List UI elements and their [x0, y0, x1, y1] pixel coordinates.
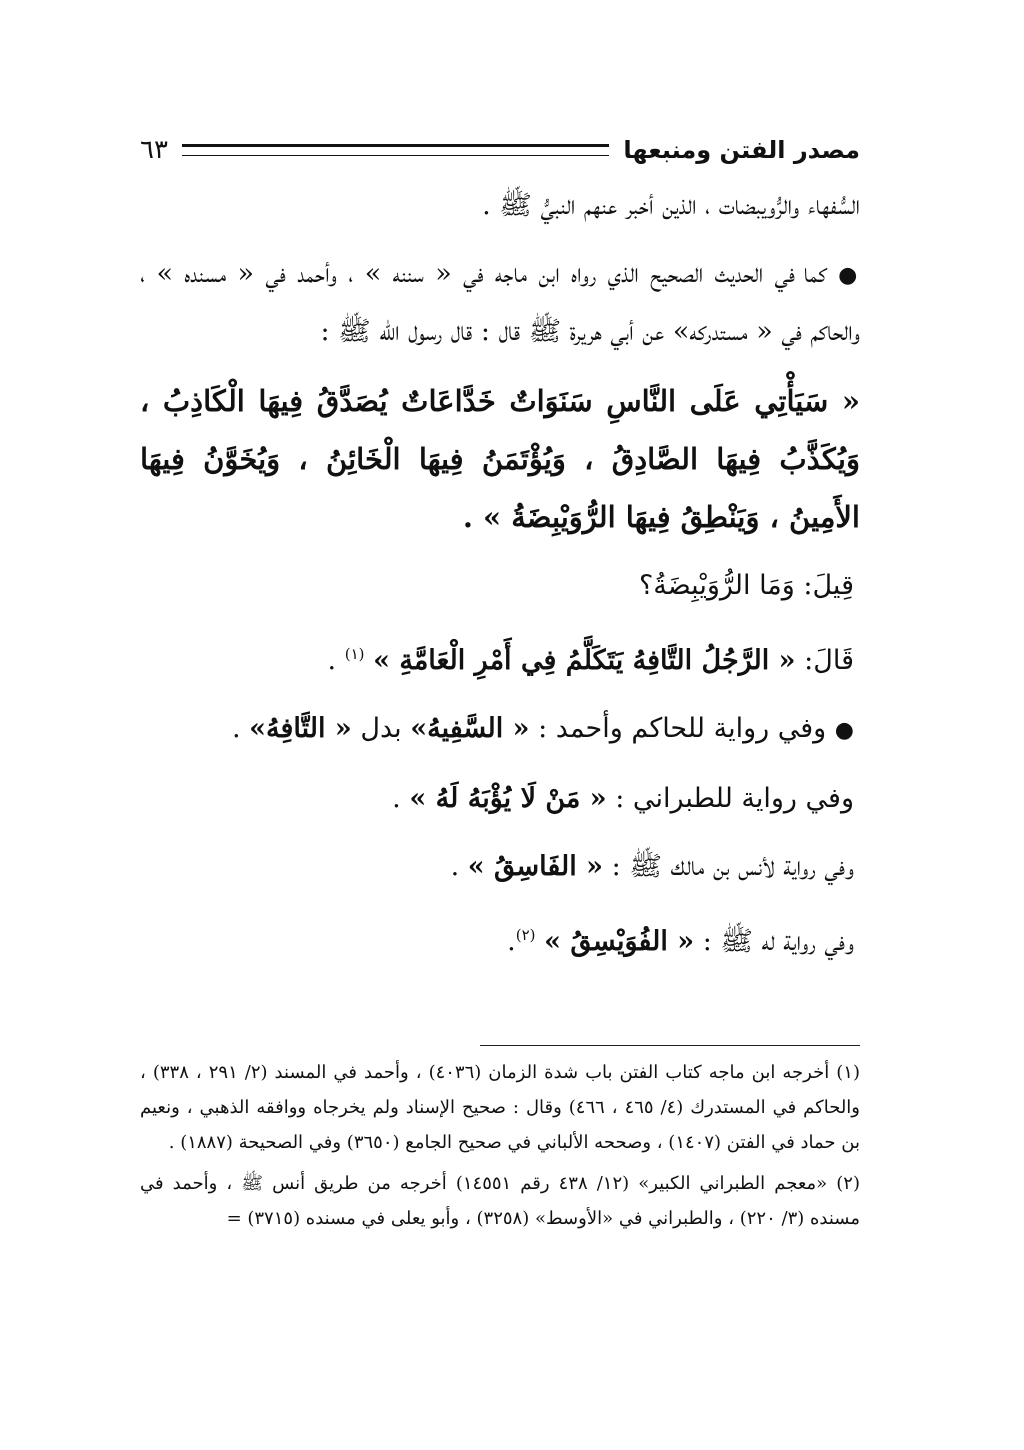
page-body [140, 178, 860, 982]
bullet-paragraph-2-quote-2: « التَّافِهُ» [249, 713, 352, 744]
riwaya-lahu-quote: « الفُوَيْسِقُ » [544, 926, 695, 957]
bullet-paragraph-2-text: وفي رواية للحاكم وأحمد : [529, 713, 827, 744]
riwaya-lahu-end: . [507, 926, 516, 957]
footnotes [140, 1055, 860, 1242]
bullet-icon: ● [838, 263, 861, 288]
riwaya-anas-text: وفي رواية لأنس بن مالك ﷺ : [603, 851, 854, 882]
riwaya-anas [140, 839, 860, 895]
hadith-text: « سَيَأْتِي عَلَى النَّاسِ سَنَوَاتٌ خَدَّاعَاتٌ يُصَدَّقُ فِيهَا الْكَاذِبُ ، وَيُكَذَّبُ فِيهَا الصَّادِقُ ، وَيُؤْتَمَنُ فِيهَا الْخَائِنُ ، وَيُخَوَّنُ فِيهَا الأَمِينُ ، وَيَنْطِقُ فِيهَا الرُّوَيْبِضَةُ » . [140, 384, 860, 534]
bullet-paragraph-2-quote-1: « السَّفِيهُ» [410, 713, 530, 744]
riwaya-tabarani-text: وفي رواية للطبراني : [606, 783, 854, 814]
footnote-ref-1: (١) [344, 645, 365, 663]
riwaya-tabarani [140, 771, 860, 827]
riwaya-lahu-text: وفي رواية له ﷺ : [694, 926, 854, 957]
bullet-paragraph-1-text: كما في الحديث الصحيح الذي رواه ابن ماجه في « سننه » ، وأحمد في « مسنده » ، والحاكم في « مستدركه» عن أبي هريرة ﷺ قال : قال رسول الله ﷺ : [140, 258, 860, 347]
opening-line: السُّفهاء والرُّويبضات ، الذين أخبر عنهم النبيُّ ﷺ . [482, 190, 860, 221]
answer-quote: « الرَّجُلُ التَّافِهُ يَتَكَلَّمُ فِي أَمْرِ الْعَامَّةِ » [373, 645, 796, 676]
bullet-paragraph-2-end: . [231, 713, 250, 744]
page-header [140, 130, 860, 170]
bullet-paragraph-2-mid: بدل [351, 713, 411, 744]
riwaya-tabarani-quote: « مَنْ لَا يُؤْبَهُ لَهُ » [409, 783, 607, 814]
question-line: قِيلَ: وَمَا الرُّوَيْبِضَةُ؟ [638, 570, 854, 601]
footnote-1: (١) أخرجه ابن ماجه كتاب الفتن باب شدة الزمان (٤٠٣٦) ، وأحمد في المسند (٢/ ٢٩١ ، ٣٣٨) ، والحاكم في المستدرك (٤/ ٤٦٥ ، ٤٦٦) وقال : صحيح الإسناد ولم يخرجاه ووافقه الذهبي ، ونعيم بن حماد في الفتن (١٤٠٧) ، وصححه الألباني في صحيح الجامع (٣٦٥٠) وفي الصحيحة (١٨٨٧) . [140, 1062, 860, 1153]
answer-end: . [327, 645, 345, 676]
riwaya-lahu [140, 907, 860, 970]
running-title: مصدر الفتن ومنبعها [623, 136, 860, 164]
header-rule [182, 144, 609, 156]
bullet-paragraph-1 [140, 246, 860, 360]
bullet-icon: ● [834, 718, 854, 743]
riwaya-anas-end: . [450, 851, 468, 882]
riwaya-tabarani-end: . [392, 783, 410, 814]
answer-line [140, 626, 860, 689]
bullet-paragraph-2 [140, 701, 860, 759]
answer-prefix: قَالَ: [795, 645, 854, 676]
page-number: ٦٣ [140, 135, 168, 165]
footnote-2: (٢) «معجم الطبراني الكبير» (١٢/ ٤٣٨ رقم ١٤٥٥١) أخرجه من طريق أنس ﷺ ، وأحمد في مسنده (٣/ ٢٢٠) ، والطبراني في «الأوسط» (٣٢٥٨) ، وأبو يعلى في مسنده (٣٧١٥) = [140, 1173, 860, 1229]
footnote-ref-2: (٢) [515, 926, 536, 944]
riwaya-anas-quote: « الفَاسِقُ » [467, 851, 604, 882]
footnote-separator [140, 1045, 860, 1046]
